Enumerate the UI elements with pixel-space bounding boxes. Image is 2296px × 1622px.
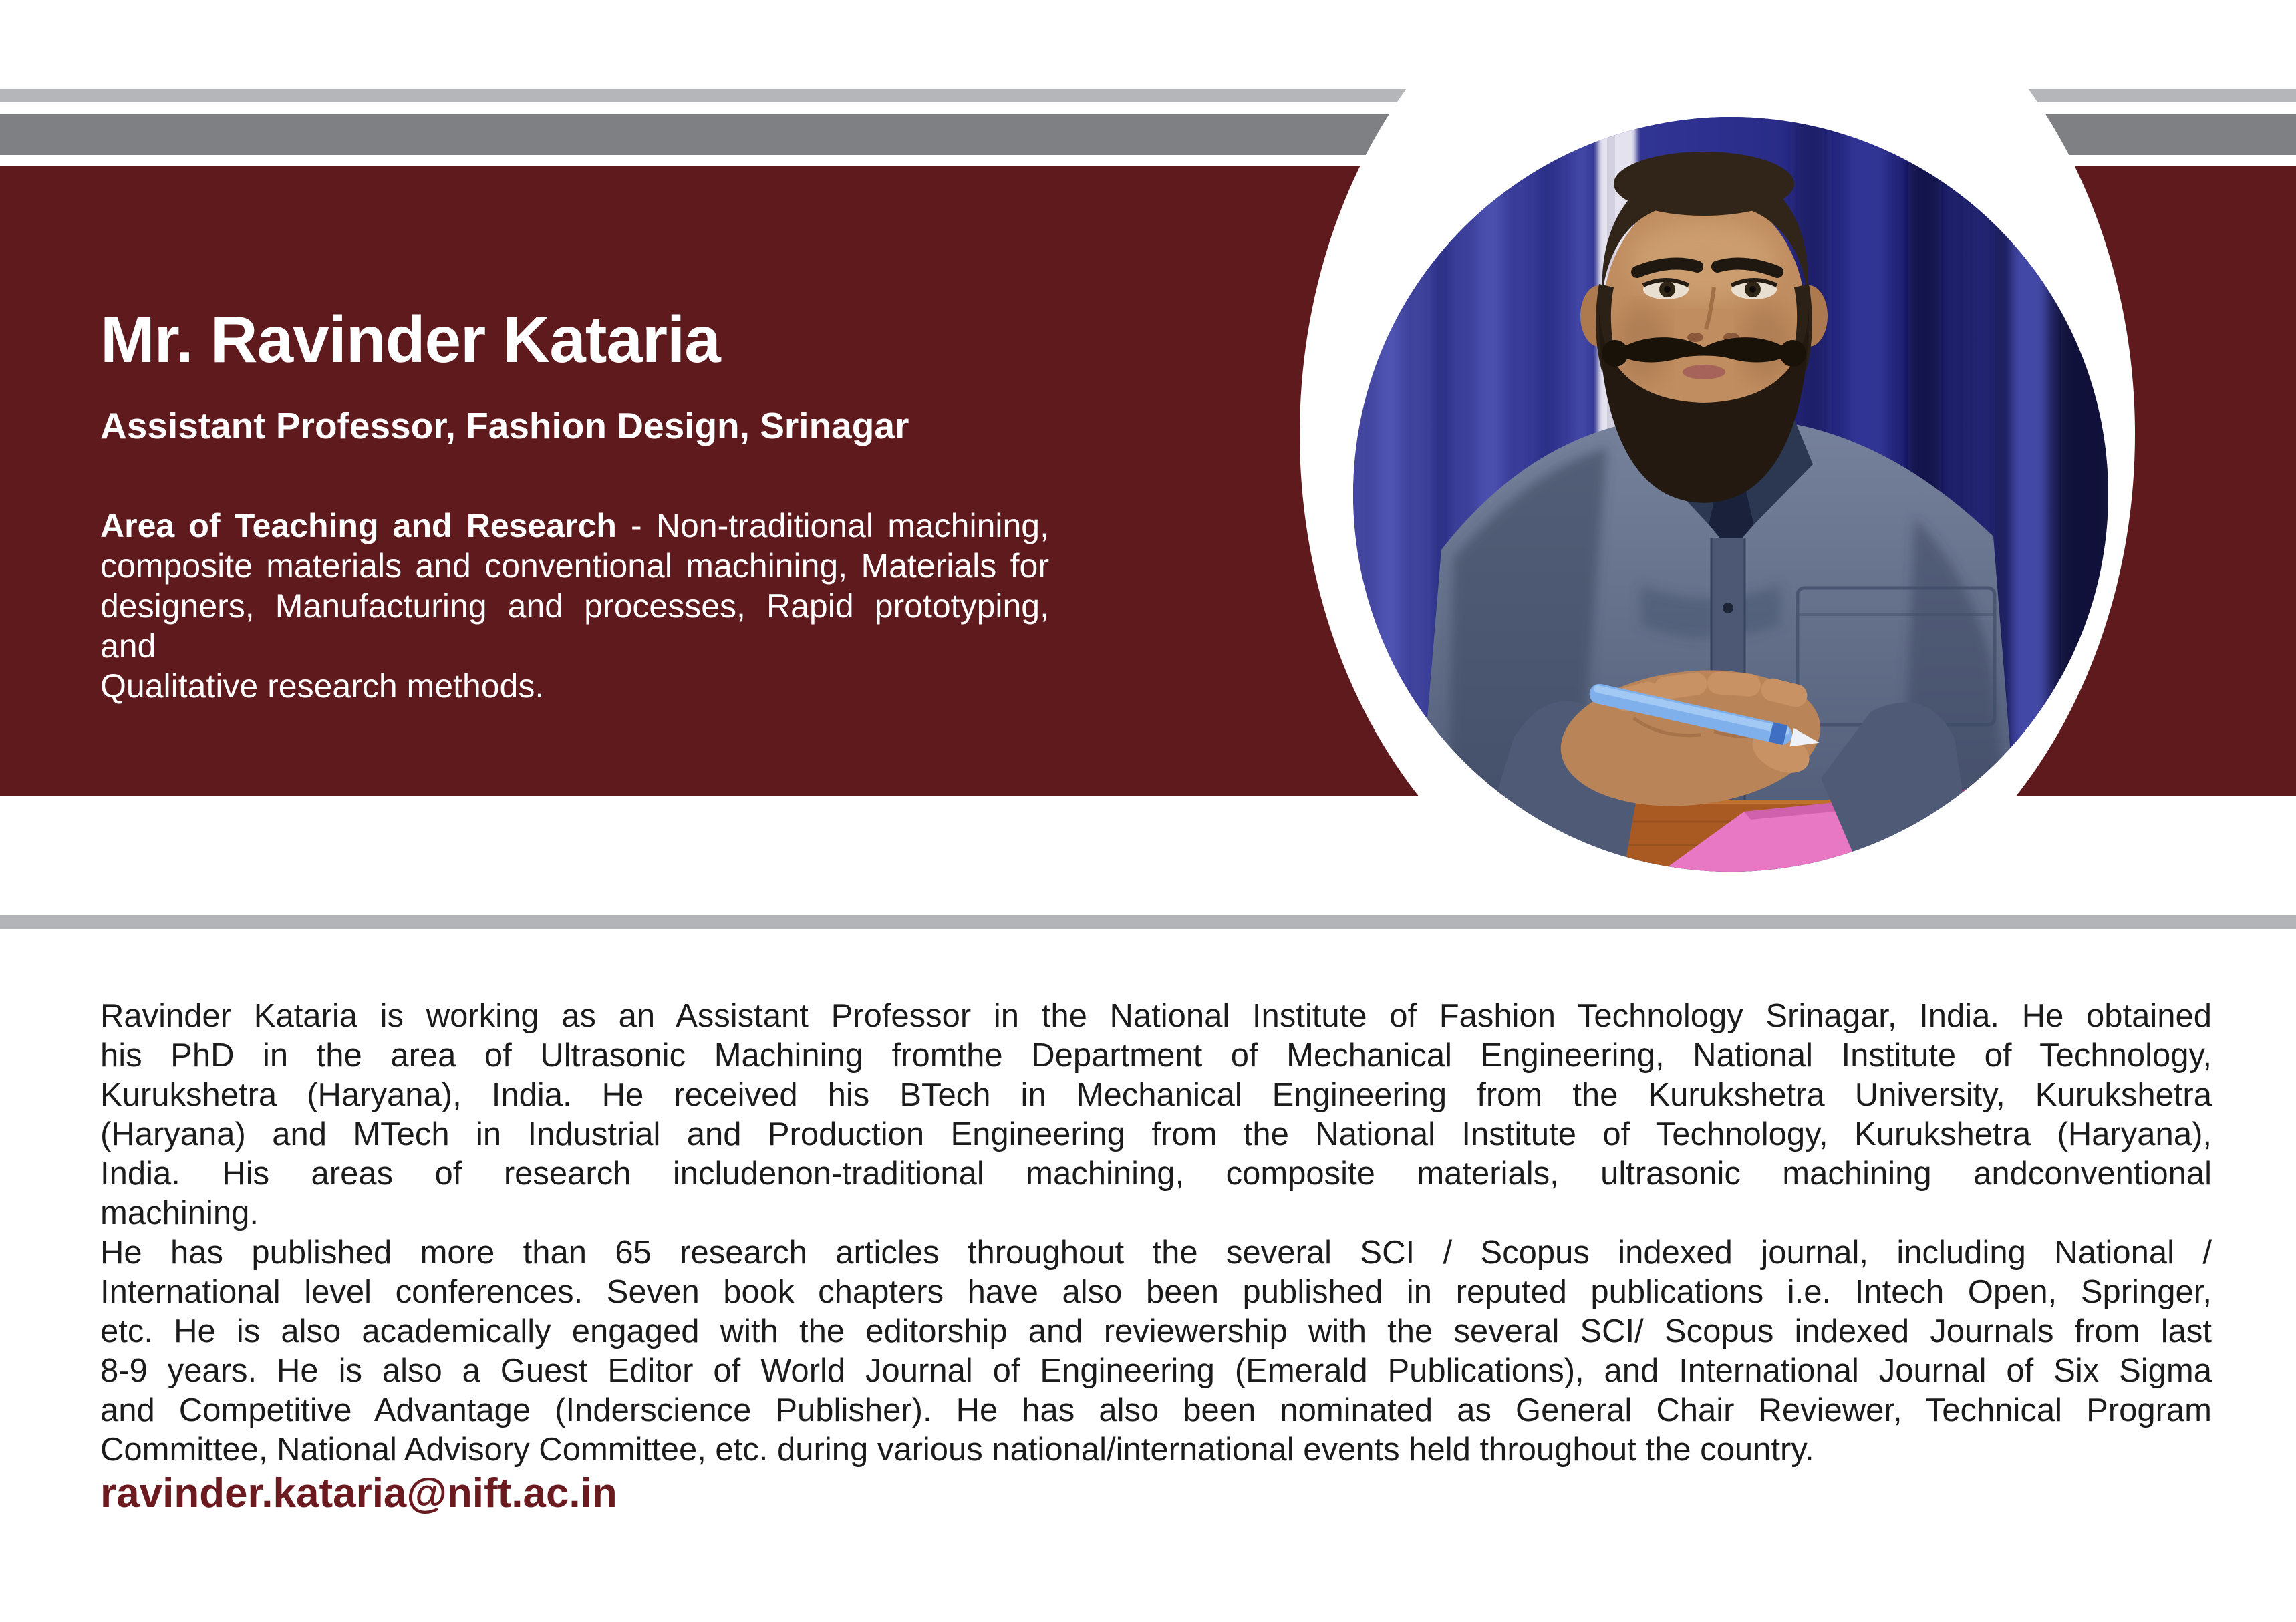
area-line1-rest: - Non-traditional machining, <box>631 507 1049 544</box>
profile-name: Mr. Ravinder Kataria <box>100 303 720 376</box>
bio-line: (Haryana) and MTech in Industrial and Production Engineering from the National Institute of Technology, Kurukshetra (Haryana), <box>100 1116 2212 1152</box>
bio-line: Kurukshetra (Haryana), India. He received his BTech in Mechanical Engineering from the Kurukshetra University, Kurukshetra <box>100 1077 2212 1113</box>
area-line: composite materials and conventional machining, Materials for <box>100 547 1049 585</box>
bio-line: machining. <box>100 1195 259 1231</box>
bio-line: and Competitive Advantage (Inderscience Publisher). He has also been nominated as General Chair Reviewer, Technical Program <box>100 1392 2212 1428</box>
area-line: designers, Manufacturing and processes, Rapid prototyping, and <box>100 587 1049 665</box>
bottom-stripe <box>0 915 2296 929</box>
bio-line: International level conferences. Seven book chapters have also been published in reputed publications i.e. Intech Open, Springer, <box>100 1274 2212 1310</box>
portrait-illustration <box>1353 117 2108 872</box>
area-of-teaching-paragraph <box>100 506 1049 706</box>
bio-line: etc. He is also academically engaged with the editorship and reviewership with the several SCI/ Scopus indexed Journals from last <box>100 1313 2212 1349</box>
area-line <box>100 506 1049 546</box>
left-eye <box>1643 279 1689 299</box>
bio-line: 8-9 years. He is also a Guest Editor of World Journal of Engineering (Emerald Publications), and International Journal of Six Sigma <box>100 1353 2212 1389</box>
profile-title: Assistant Professor, Fashion Design, Srinagar <box>100 405 909 446</box>
right-eye <box>1731 279 1777 299</box>
biography <box>100 997 2212 1470</box>
area-line: Qualitative research methods. <box>100 667 545 705</box>
shirt-button <box>1723 603 1733 613</box>
email-link[interactable]: ravinder.kataria@nift.ac.in <box>100 1470 617 1516</box>
area-heading: Area of Teaching and Research <box>100 507 617 544</box>
lips <box>1683 365 1725 379</box>
bio-line: He has published more than 65 research articles throughout the several SCI / Scopus indexed journal, including National / <box>100 1235 2212 1271</box>
bio-line: Committee, National Advisory Committee, etc. during various national/international events held throughout the country. <box>100 1432 1814 1468</box>
bio-line: his PhD in the area of Ultrasonic Machining fromthe Department of Mechanical Engineering, National Institute of Technology, <box>100 1037 2212 1074</box>
bio-line: India. His areas of research includenon-traditional machining, composite materials, ultrasonic machining andconventional <box>100 1156 2212 1192</box>
profile-photo <box>1353 117 2108 872</box>
bio-line: Ravinder Kataria is working as an Assistant Professor in the National Institute of Fashion Technology Srinagar, India. He obtained <box>100 998 2212 1034</box>
